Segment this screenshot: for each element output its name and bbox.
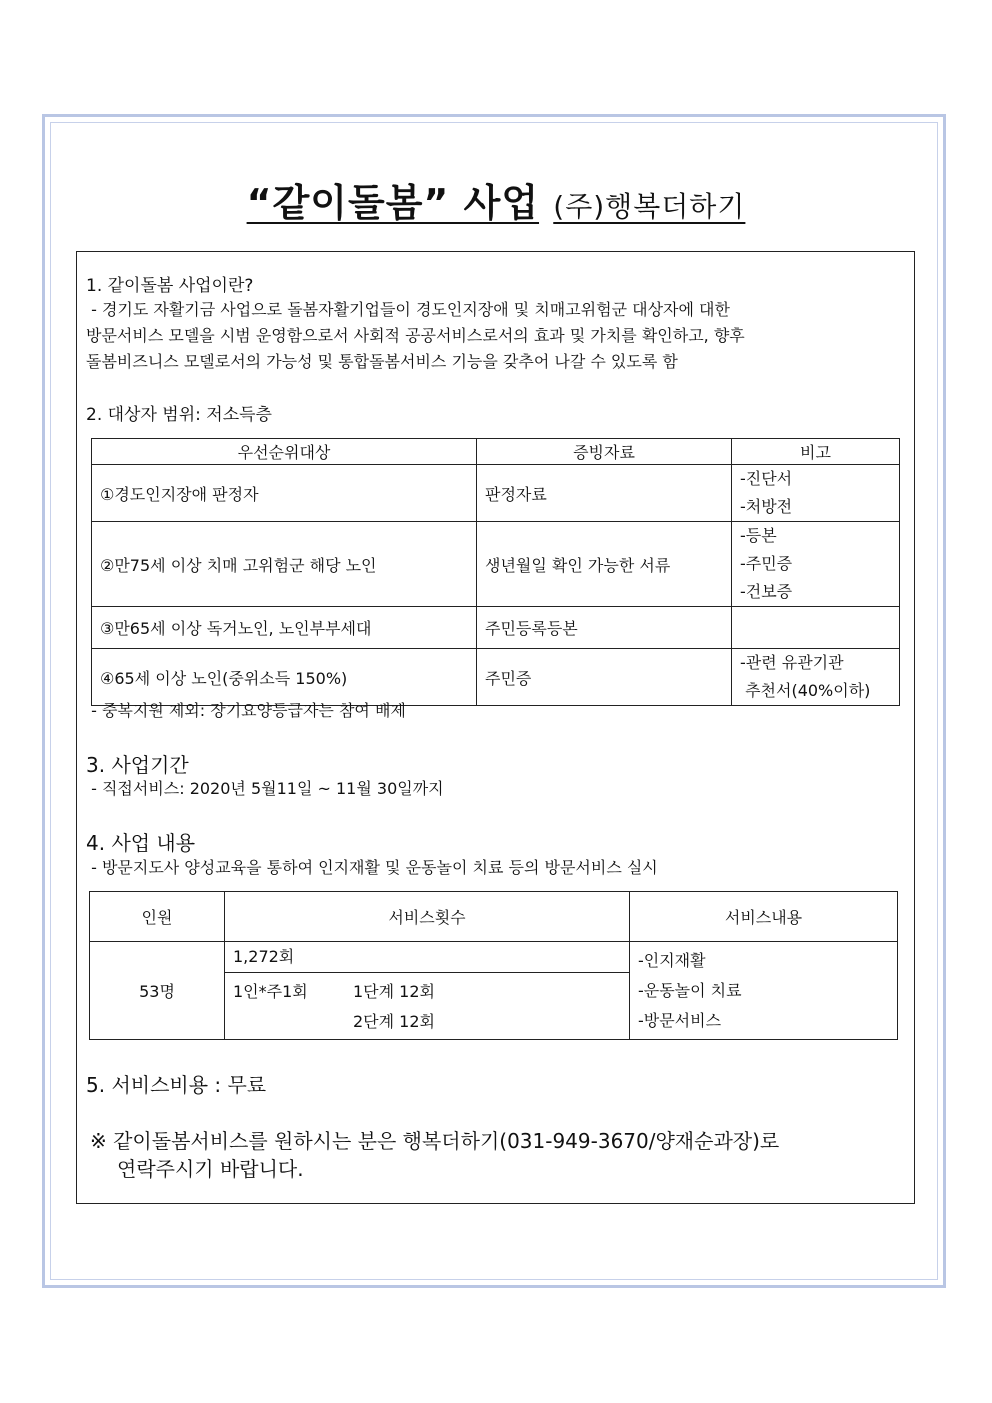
section-2-footnote: - 중복지원 제외: 장기요양등급자는 참여 배제: [86, 701, 406, 720]
row-1-document: 판정자료: [477, 465, 732, 522]
header-target: 우선순위대상: [92, 439, 477, 465]
service-frequency-row: [225, 977, 629, 1007]
row-4-target: ④65세 이상 노인(중위소득 150%): [92, 649, 477, 706]
table-row: [92, 649, 900, 706]
service-table-header: [90, 892, 898, 942]
service-people: 53명: [90, 942, 225, 1040]
table-row: [92, 522, 900, 607]
section-5-heading: 5. 서비스비용 : 무료: [86, 1073, 267, 1097]
title-company: (주)행복더하기: [553, 190, 746, 223]
row-4-note-2: 추천서(40%이하): [740, 681, 871, 700]
row-4-document: 주민증: [477, 649, 732, 706]
table-row: [92, 465, 900, 522]
service-stage-1: 1단계 12회: [353, 982, 435, 1001]
contact-line-1: ※ 같이돌봄서비스를 원하시는 분은 행복더하기(031-949-3670/양재순과장)로: [90, 1129, 780, 1153]
service-content-3: -방문서비스: [638, 1010, 722, 1030]
row-4-notes: [732, 649, 900, 706]
section-1-line-3: 돌봄비즈니스 모델로서의 가능성 및 통합돌봄서비스 기능을 갖추어 나갈 수 있도록 함: [86, 352, 678, 371]
header-document: 증빙자료: [477, 439, 732, 465]
row-2-note-3: -건보증: [740, 582, 793, 601]
row-1-target: ①경도인지장애 판정자: [92, 465, 477, 522]
content-box: [76, 251, 915, 1204]
service-contents: [630, 942, 898, 1040]
service-content-1: -인지재활: [638, 950, 706, 970]
row-2-note-1: -등본: [740, 526, 777, 545]
header-count: 서비스횟수: [225, 892, 630, 942]
service-stage-2: 2단계 12회: [353, 1012, 435, 1031]
header-content: 서비스내용: [630, 892, 898, 942]
row-2-note-2: -주민증: [740, 554, 793, 573]
title-main: “같이돌봄” 사업: [246, 181, 540, 225]
target-table: [91, 438, 900, 706]
service-frequency: 1인*주1회: [233, 982, 308, 1001]
contact-line-2: 연락주시기 바랍니다.: [117, 1157, 304, 1181]
row-3-document: 주민등록등본: [477, 607, 732, 649]
row-2-notes: [732, 522, 900, 607]
section-1-line-1: - 경기도 자활기금 사업으로 돌봄자활기업들이 경도인지장애 및 치매고위험군 대상자에 대한: [86, 300, 730, 319]
row-3-target: ③만65세 이상 독거노인, 노인부부세대: [92, 607, 477, 649]
target-table-header: [92, 439, 900, 465]
service-table: [89, 891, 898, 1040]
section-1-heading: 1. 같이돌봄 사업이란?: [86, 276, 254, 296]
section-3-heading: 3. 사업기간: [86, 753, 189, 777]
service-total: 1,272회: [225, 942, 629, 973]
section-3-line: - 직접서비스: 2020년 5월11일 ~ 11월 30일까지: [86, 779, 444, 798]
row-1-note-2: -처방전: [740, 497, 793, 516]
row-1-notes: [732, 465, 900, 522]
row-4-note-1: -관련 유관기관: [740, 653, 844, 672]
header-note: 비고: [732, 439, 900, 465]
table-row: [92, 607, 900, 649]
row-1-note-1: -진단서: [740, 469, 793, 488]
row-2-document: 생년월일 확인 가능한 서류: [477, 522, 732, 607]
row-2-target: ②만75세 이상 치매 고위험군 해당 노인: [92, 522, 477, 607]
table-row: [90, 942, 898, 1040]
section-2-heading: 2. 대상자 범위: 저소득층: [86, 405, 272, 425]
row-3-notes: [732, 607, 900, 649]
document-title: [0, 172, 992, 227]
section-4-line: - 방문지도사 양성교육을 통하여 인지재활 및 운동놀이 치료 등의 방문서비스 실시: [86, 858, 658, 877]
service-content-2: -운동놀이 치료: [638, 980, 742, 1000]
section-4-heading: 4. 사업 내용: [86, 831, 196, 855]
header-people: 인원: [90, 892, 225, 942]
service-count-cell: [225, 942, 630, 1040]
section-1-line-2: 방문서비스 모델을 시범 운영함으로서 사회적 공공서비스로서의 효과 및 가치를 확인하고, 향후: [86, 326, 745, 345]
